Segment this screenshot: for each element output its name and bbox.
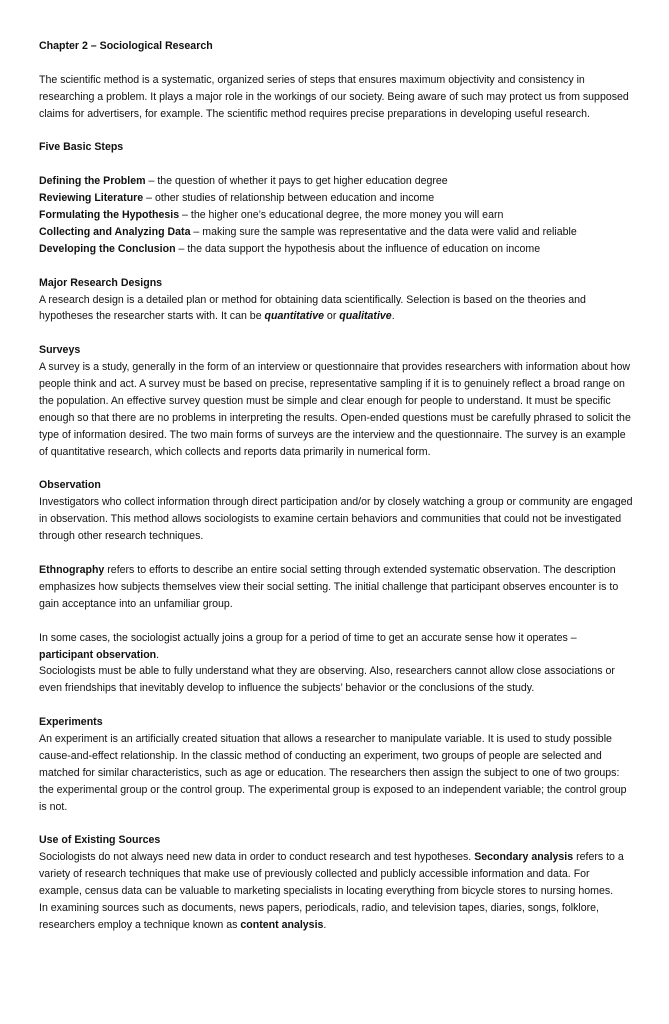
secondary-analysis-term: Secondary analysis [474,851,574,864]
participant-section [39,630,633,698]
participant-text-2: Sociologists must be able to fully understand what they are observing. Also, researchers cannot allow close associations or even friendships that inevitably develop to influence the subjects’ behavior or the conclusions of the study. [39,665,615,695]
content-analysis-text: In examining sources such as documents, news papers, periodicals, radio, and television tapes, diaries, songs, folklore, researchers employ a technique known as [39,902,599,931]
step-description: – the question of whether it pays to get higher education degree [145,175,448,188]
step-description: – making sure the sample was representative and the data were valid and reliable [190,225,577,238]
designs-connector: or [323,310,340,323]
existing-sources-text: Sociologists do not always need new data in order to conduct research and test hypotheses. [39,851,475,864]
experiments-heading: Experiments [39,716,103,729]
designs-section [39,275,633,326]
ethnography-term: Ethnography [39,563,105,576]
designs-heading: Major Research Designs [39,276,163,289]
step-description: – the data support the hypothesis about the influence of education on income [175,242,541,255]
observation-heading: Observation [39,479,101,492]
ethnography-paragraph [39,562,633,613]
content-analysis-term: content analysis [240,918,324,931]
participant-term: participant observation [39,648,157,661]
designs-term-quantitative: quantitative [264,310,324,323]
five-steps-list [39,173,633,258]
participant-end: . [156,648,160,661]
step-term: Formulating the Hypothesis [39,209,180,222]
experiments-text: An experiment is an artificially created situation that allows a researcher to manipulate variable. It is used to study possible cause-and-effect relationship. In the classic method of conducting an experiment, two groups of people are selected and matched for similar characteristics, such as age or education. The researchers then assign the subject to one of two groups: the experimental group or the control group. The experimental group is exposed to an independent variable; the control group is not. [39,733,627,813]
surveys-heading: Surveys [39,344,81,357]
step-item [39,207,633,224]
experiments-section [39,714,633,815]
step-item [39,241,633,258]
content-analysis-paragraph [39,900,633,934]
existing-sources-section [39,832,633,933]
existing-sources-heading: Use of Existing Sources [39,834,161,847]
step-term: Collecting and Analyzing Data [39,225,191,238]
designs-term-qualitative: qualitative [339,310,392,323]
step-item [39,224,633,241]
observation-section [39,477,633,545]
chapter-title: Chapter 2 – Sociological Research [39,40,213,52]
step-description: – the higher one’s educational degree, the more money you will earn [179,209,504,222]
participant-text: In some cases, the sociologist actually joins a group for a period of time to get an accurate sense how it operates – [39,631,577,644]
surveys-text: A survey is a study, generally in the form of an interview or questionnaire that provides researchers with information about how people think and act. A survey must be based on precise, representative sampling if it is to genuinely reflect a broad range on the population. An effective survey question must be simple and clear enough for people to understand. It must be specific enough so that there are no problems in interpreting the results. Open-ended questions must be carefully phrased to solicit the type of information desired. The two main forms of surveys are the interview and the questionnaire. The survey is an example of quantitative research, which collects and reports data primarily in numerical form. [39,361,631,458]
designs-end: . [391,310,395,323]
intro-paragraph: The scientific method is a systematic, organized series of steps that ensures maximum objectivity and consistency in researching a problem. It plays a major role in the workings of our society. Being aware of such may protect us from supposed claims for advertisers, for example. The scientific method requires precise preparations in developing useful research. [39,73,629,120]
five-steps-heading: Five Basic Steps [39,141,124,154]
step-item [39,173,633,190]
step-description: – other studies of relationship between education and income [143,192,435,205]
step-term: Reviewing Literature [39,192,144,205]
existing-sources-text-mid: refers to a variety of research techniques that make use of previously collected and publicly accessible information and data. For example, census data can be valuable to marketing specialists in locating everything from bicycle stores to nursing homes. [39,851,624,898]
content-analysis-end: . [323,918,327,931]
designs-text: A research design is a detailed plan or method for obtaining data scientifically. Selection is based on the theories and hypotheses the researcher starts with. It can be [39,293,586,323]
surveys-section [39,342,633,460]
step-term: Developing the Conclusion [39,242,176,255]
step-item [39,190,633,207]
observation-text: Investigators who collect information through direct participation and/or by closely watching a group or community are engaged in observation. This method allows sociologists to examine certain behaviors and communities that could not be investigated through other research techniques. [39,496,633,543]
ethnography-text: refers to efforts to describe an entire social setting through extended systematic observation. The description emphasizes how subjects themselves view their social setting. The initial challenge that participant observes encounter is to gain acceptance into an unfamiliar group. [39,563,619,610]
step-term: Defining the Problem [39,175,146,188]
